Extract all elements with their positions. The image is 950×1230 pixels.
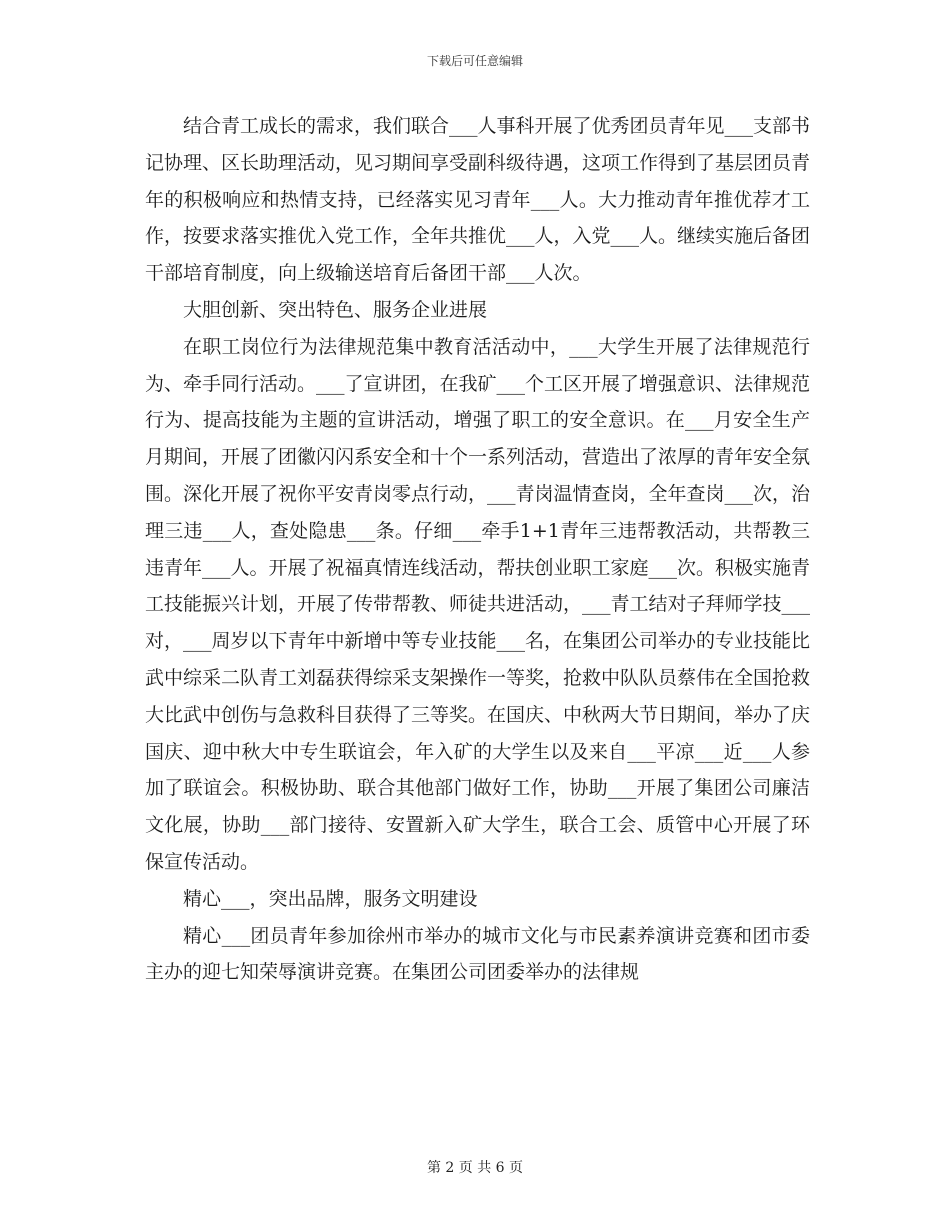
document-body bbox=[145, 108, 810, 991]
paragraph-youth-growth: 结合青工成长的需求，我们联合___人事科开展了优秀团员青年见___支部书记协理、区长助理活动，见习期间享受副科级待遇，这项工作得到了基层团员青年的积极响应和热情支持，已经落实见习青年___人。大力推动青年推优荐才工作，按要求落实推优入党工作，全年共推优___人，入党___人。继续实施后备团干部培育制度，向上级输送培育后备团干部___人次。 bbox=[145, 115, 811, 285]
page-header: 下载后可任意编辑 bbox=[426, 54, 523, 68]
paragraph-legal-education: 在职工岗位行为法律规范集中教育活活动中，___大学生开展了法律规范行为、牵手同行活动。___了宣讲团，在我矿___个工区开展了增强意识、法律规范行为、提高技能为主题的宣讲活动，增强了职工的安全意识。在___月安全生产月期间，开展了团徽闪闪系安全和十个一系列活动，营造出了浓厚的青年安全氛围。深化开展了祝你平安青岗零点行动，___青岗温情查岗，全年查岗___次，治理三违___人，查处隐患___条。仔细___牵手1+1青年三违帮教活动，共帮教三违青年___人。开展了祝福真情连线活动，帮扶创业职工家庭___次。积极实施青工技能振兴计划，开展了传带帮教、师徒共进活动，___青工结对子拜师学技___对，___周岁以下青年中新增中等专业技能___名，在集团公司举办的专业技能比武中综采二队青工刘磊获得综采支架操作一等奖，抢救中队队员蔡伟在全国抢救大比武中创伤与急救科目获得了三等奖。在国庆、中秋两大节日期间，举办了庆国庆、迎中秋大中专生联谊会，年入矿的大学生以及来自___平凉___近___人参加了联谊会。积极协助、联合其他部门做好工作，协助___开展了集团公司廉洁文化展，协助___部门接待、安置新入矿大学生，联合工会、质管中心开展了环保宣传活动。 bbox=[145, 335, 811, 873]
section-heading-innovation: 大胆创新、突出特色、服务企业进展 bbox=[183, 298, 488, 321]
paragraph-speech-contest: 精心___团员青年参加徐州市举办的城市文化与市民素养演讲竞赛和团市委主办的迎七知荣辱演讲竞赛。在集团公司团委举办的法律规 bbox=[145, 924, 810, 984]
section-heading-brand: 精心___，突出品牌，服务文明建设 bbox=[183, 887, 478, 910]
page-number: 第 2 页 共 6 页 bbox=[426, 1160, 524, 1176]
